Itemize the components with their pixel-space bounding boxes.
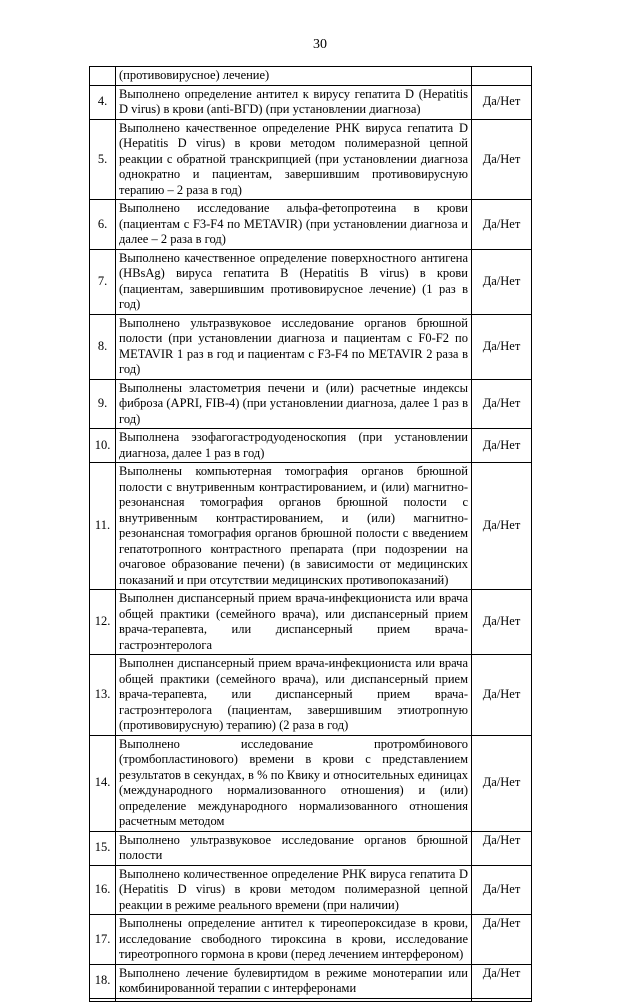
answer-cell: Да/Нет: [472, 831, 532, 865]
criterion-text: (противовирусное) лечение): [116, 67, 472, 86]
criterion-text: Выполнены компьютерная томография органов брюшной полости с внутривенным контрастированием, и (или) магнитно-резонансная томография органов брюшной полости с внутривенным контрастированием, и (или) магнитно-резонансная томография органов брюшной полости с введением гепатотропного контрастного препарата (при подозрении на очаговое образование печени) (в зависимости от медицинских показаний и при отсутствии медицинских противопоказаний): [116, 463, 472, 590]
answer-cell: [472, 67, 532, 86]
answer-cell: Да/Нет: [472, 735, 532, 831]
table-row: [90, 998, 532, 1001]
criterion-text: Выполнены эластометрия печени и (или) расчетные индексы фиброза (APRI, FIB-4) (при установлении диагноза, далее 1 раз в год): [116, 379, 472, 429]
row-number: 15.: [90, 831, 116, 865]
criterion-text: Выполнено исследование протромбинового (тромбопластинового) времени в крови с представлением результатов в секундах, в % по Квику и относительных единицах (международного нормализованного отношения) и (или) определение международного нормализованного отношения расчетным методом: [116, 735, 472, 831]
row-number: 17.: [90, 915, 116, 965]
answer-cell: [472, 998, 532, 1001]
criterion-text: Выполнен диспансерный прием врача-инфекциониста или врача общей практики (семейного врача), или диспансерный прием врача-терапевта, или диспансерный прием врача-гастроэнтеролога (пациентам, завершившим этиотропную (противовирусную) терапию) (2 раза в год): [116, 655, 472, 736]
row-number: 14.: [90, 735, 116, 831]
answer-cell: Да/Нет: [472, 915, 532, 965]
table-row: [90, 831, 532, 865]
row-number: 13.: [90, 655, 116, 736]
row-number: 5.: [90, 119, 116, 200]
answer-cell: Да/Нет: [472, 964, 532, 998]
table-row: [90, 735, 532, 831]
row-number: 9.: [90, 379, 116, 429]
table-row: [90, 590, 532, 655]
criterion-text: Выполнено качественное определение поверхностного антигена (HBsAg) вируса гепатита B (Hepatitis B virus) в крови (пациентам, завершившим противовирусное лечение) (1 раз в год): [116, 249, 472, 314]
criterion-text: Выполнено ультразвуковое исследование органов брюшной полости: [116, 831, 472, 865]
table-row: [90, 67, 532, 86]
answer-cell: Да/Нет: [472, 85, 532, 119]
criterion-text: Выполнено определение антител к вирусу гепатита D (Hepatitis D virus) в крови (anti-ВГD) (при установлении диагноза): [116, 85, 472, 119]
table-row: [90, 463, 532, 590]
row-number: 6.: [90, 200, 116, 250]
row-number: [90, 67, 116, 86]
answer-cell: Да/Нет: [472, 119, 532, 200]
table-row: [90, 964, 532, 998]
criterion-text: Выполнено исследование альфа-фетопротеина в крови (пациентам с F3-F4 по METAVIR) (при установлении диагноза и далее – 2 раза в год): [116, 200, 472, 250]
answer-cell: Да/Нет: [472, 655, 532, 736]
table-row: [90, 314, 532, 379]
answer-cell: Да/Нет: [472, 379, 532, 429]
answer-cell: Да/Нет: [472, 314, 532, 379]
row-number: 4.: [90, 85, 116, 119]
table-row: [90, 655, 532, 736]
table-row: [90, 865, 532, 915]
row-number: 18.: [90, 964, 116, 998]
row-number: 11.: [90, 463, 116, 590]
criterion-text: Выполнено качественное определение РНК вируса гепатита D (Hepatitis D virus) в крови методом полимеразной цепной реакции с обратной транскрипцией (при установлении диагноза однократно и пациентам, завершившим противовирусную терапию – 2 раза в год): [116, 119, 472, 200]
criteria-table: [89, 66, 532, 1002]
table-row: [90, 915, 532, 965]
criterion-text: [116, 998, 472, 1001]
row-number: 7.: [90, 249, 116, 314]
criterion-text: Выполнен диспансерный прием врача-инфекциониста или врача общей практики (семейного врача), или диспансерный прием врача-терапевта, или диспансерный прием врача-гастроэнтеролога: [116, 590, 472, 655]
table-row: [90, 200, 532, 250]
table-row: [90, 119, 532, 200]
table-row: [90, 249, 532, 314]
row-number: 10.: [90, 429, 116, 463]
row-number: 16.: [90, 865, 116, 915]
criterion-text: Выполнено лечение булевиртидом в режиме монотерапии или комбинированной терапии с интерферонами: [116, 964, 472, 998]
table-row: [90, 429, 532, 463]
answer-cell: Да/Нет: [472, 249, 532, 314]
criterion-text: Выполнено количественное определение РНК вируса гепатита D (Hepatitis D virus) в крови методом полимеразной цепной реакции в режиме реального времени (при наличии): [116, 865, 472, 915]
row-number: 12.: [90, 590, 116, 655]
table-row: [90, 85, 532, 119]
criterion-text: Выполнено ультразвуковое исследование органов брюшной полости (при установлении диагноза и пациентам с F0-F2 по METAVIR 1 раз в год и пациентам с F3-F4 по METAVIR 2 раза в год): [116, 314, 472, 379]
row-number: 8.: [90, 314, 116, 379]
page-number: 30: [313, 37, 327, 52]
answer-cell: Да/Нет: [472, 429, 532, 463]
answer-cell: Да/Нет: [472, 590, 532, 655]
answer-cell: Да/Нет: [472, 200, 532, 250]
criterion-text: Выполнена эзофагогастродуоденоскопия (при установлении диагноза, далее 1 раз в год): [116, 429, 472, 463]
answer-cell: Да/Нет: [472, 463, 532, 590]
criterion-text: Выполнены определение антител к тиреопероксидазе в крови, исследование свободного тироксина в крови, исследование тиреотропного гормона в крови (перед лечением интерфероном): [116, 915, 472, 965]
row-number: [90, 998, 116, 1001]
answer-cell: Да/Нет: [472, 865, 532, 915]
table-row: [90, 379, 532, 429]
